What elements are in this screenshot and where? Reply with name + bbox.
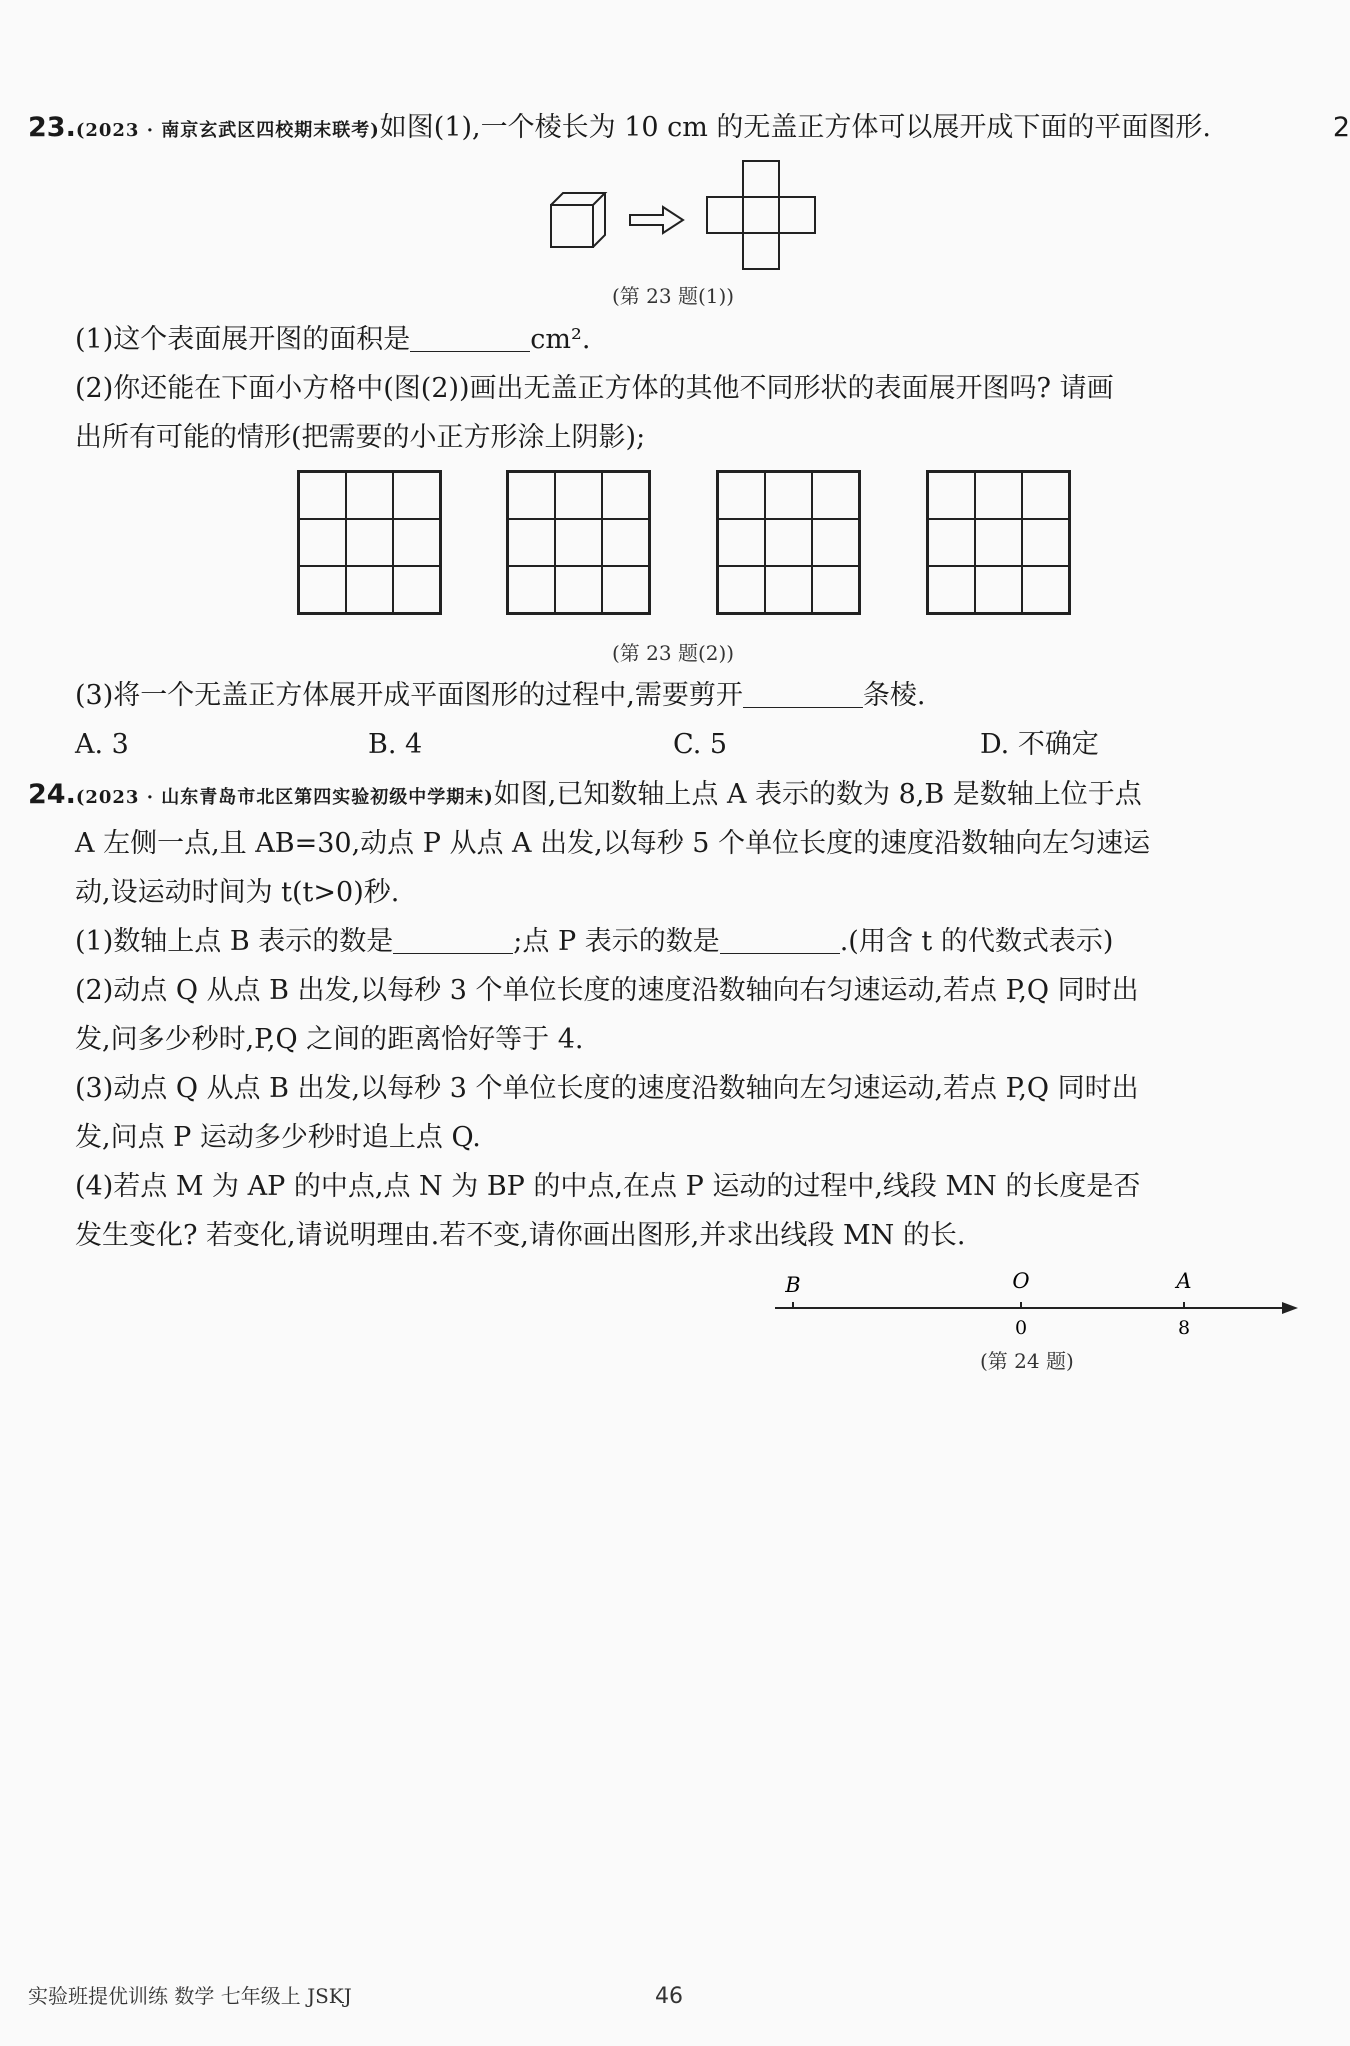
q23-stem [28,108,1211,151]
q24-fig-caption: (第 24 题) [980,1349,1074,1373]
q24-number: 24. [28,779,76,810]
q23-number: 23. [28,112,76,143]
q24-part1-text-c: .(用含 t 的代数式表示) [839,926,1114,957]
q23-part3-text: (3)将一个无盖正方体展开成平面图形的过程中,需要剪开 [75,680,743,711]
axis-arrow-icon [1282,1302,1298,1314]
footer-book-title: 实验班提优训练 数学 七年级上 JSKJ [28,1984,352,2008]
tick-label-8: 8 [1177,1317,1191,1339]
q24-part2-line2: 发,问多少秒时,P,Q 之间的距离恰好等于 4. [75,1024,584,1055]
q23-grid-2[interactable] [506,470,651,615]
q24-part3-line1: (3)动点 Q 从点 B 出发,以每秒 3 个单位长度的速度沿数轴向左匀速运动,若点 P,Q 同时出 [75,1073,1139,1104]
edge-page-mark: 2 [1332,112,1350,143]
q24-stem-line1 [28,775,1142,818]
net-drawing [707,161,815,269]
q23-part3-blank[interactable] [743,679,863,708]
q23-option-d[interactable]: D. 不确定 [980,729,1099,760]
q23-grid-4[interactable] [926,470,1071,615]
q24-stem-text: 如图,已知数轴上点 A 表示的数为 8,B 是数轴上位于点 [493,779,1142,810]
q23-stem-text: 如图(1),一个棱长为 10 cm 的无盖正方体可以展开成下面的平面图形. [379,112,1212,143]
label-b: B [785,1273,801,1297]
q24-part4-line2: 发生变化? 若变化,请说明理由.若不变,请你画出图形,并求出线段 MN 的长. [75,1220,966,1251]
q24-part1-text-b: ;点 P 表示的数是 [513,926,720,957]
q23-part3-suffix: 条棱. [862,680,926,711]
q24-stem-line3: 动,设运动时间为 t(t>0)秒. [75,877,400,908]
q23-part1-blank[interactable] [410,323,530,352]
q24-part1-blank-b[interactable] [393,925,513,954]
q24-source: (2023 · 山东青岛市北区第四实验初级中学期末) [75,787,494,808]
q23-part3 [75,676,925,716]
label-a: A [1176,1269,1192,1293]
q24-number-line [770,1268,1300,1343]
page-number: 46 [655,1984,683,2009]
q24-part2-line1: (2)动点 Q 从点 B 出发,以每秒 3 个单位长度的速度沿数轴向右匀速运动,若点 P,Q 同时出 [75,975,1139,1006]
q23-figure1 [545,155,845,280]
q23-part1-unit: cm² [530,324,582,355]
q24-part1-text-a: (1)数轴上点 B 表示的数是 [75,926,394,957]
q23-fig2-caption: (第 23 题(2)) [612,641,735,665]
tick-label-0: 0 [1014,1317,1028,1339]
q23-fig1-caption: (第 23 题(1)) [612,284,735,308]
q23-grid-1[interactable] [297,470,442,615]
q24-part1 [75,922,1113,962]
q24-part1-blank-p[interactable] [720,925,840,954]
q24-part4-line1: (4)若点 M 为 AP 的中点,点 N 为 BP 的中点,在点 P 运动的过程中,线段 MN 的长度是否 [75,1171,1141,1202]
q23-part2-line2: 出所有可能的情形(把需要的小正方形涂上阴影); [75,422,646,453]
q23-part1 [75,320,590,360]
q23-part2-line1: (2)你还能在下面小方格中(图(2))画出无盖正方体的其他不同形状的表面展开图吗? 请画 [75,373,1114,404]
arrow-icon [630,207,683,233]
q23-option-b[interactable]: B. 4 [368,729,423,760]
q24-stem-line2: A 左侧一点,且 AB=30,动点 P 从点 A 出发,以每秒 5 个单位长度的速度沿数轴向左匀速运 [75,828,1151,859]
q23-part1-period: . [581,324,591,355]
q23-option-a[interactable]: A. 3 [75,729,129,760]
q23-part1-text: (1)这个表面展开图的面积是 [75,324,411,355]
q23-grid-3[interactable] [716,470,861,615]
q23-option-c[interactable]: C. 5 [673,729,728,760]
q24-part3-line2: 发,问点 P 运动多少秒时追上点 Q. [75,1122,481,1153]
label-o: O [1012,1269,1030,1293]
q23-source: (2023 · 南京玄武区四校期末联考) [75,120,380,141]
cube-drawing [551,193,605,247]
